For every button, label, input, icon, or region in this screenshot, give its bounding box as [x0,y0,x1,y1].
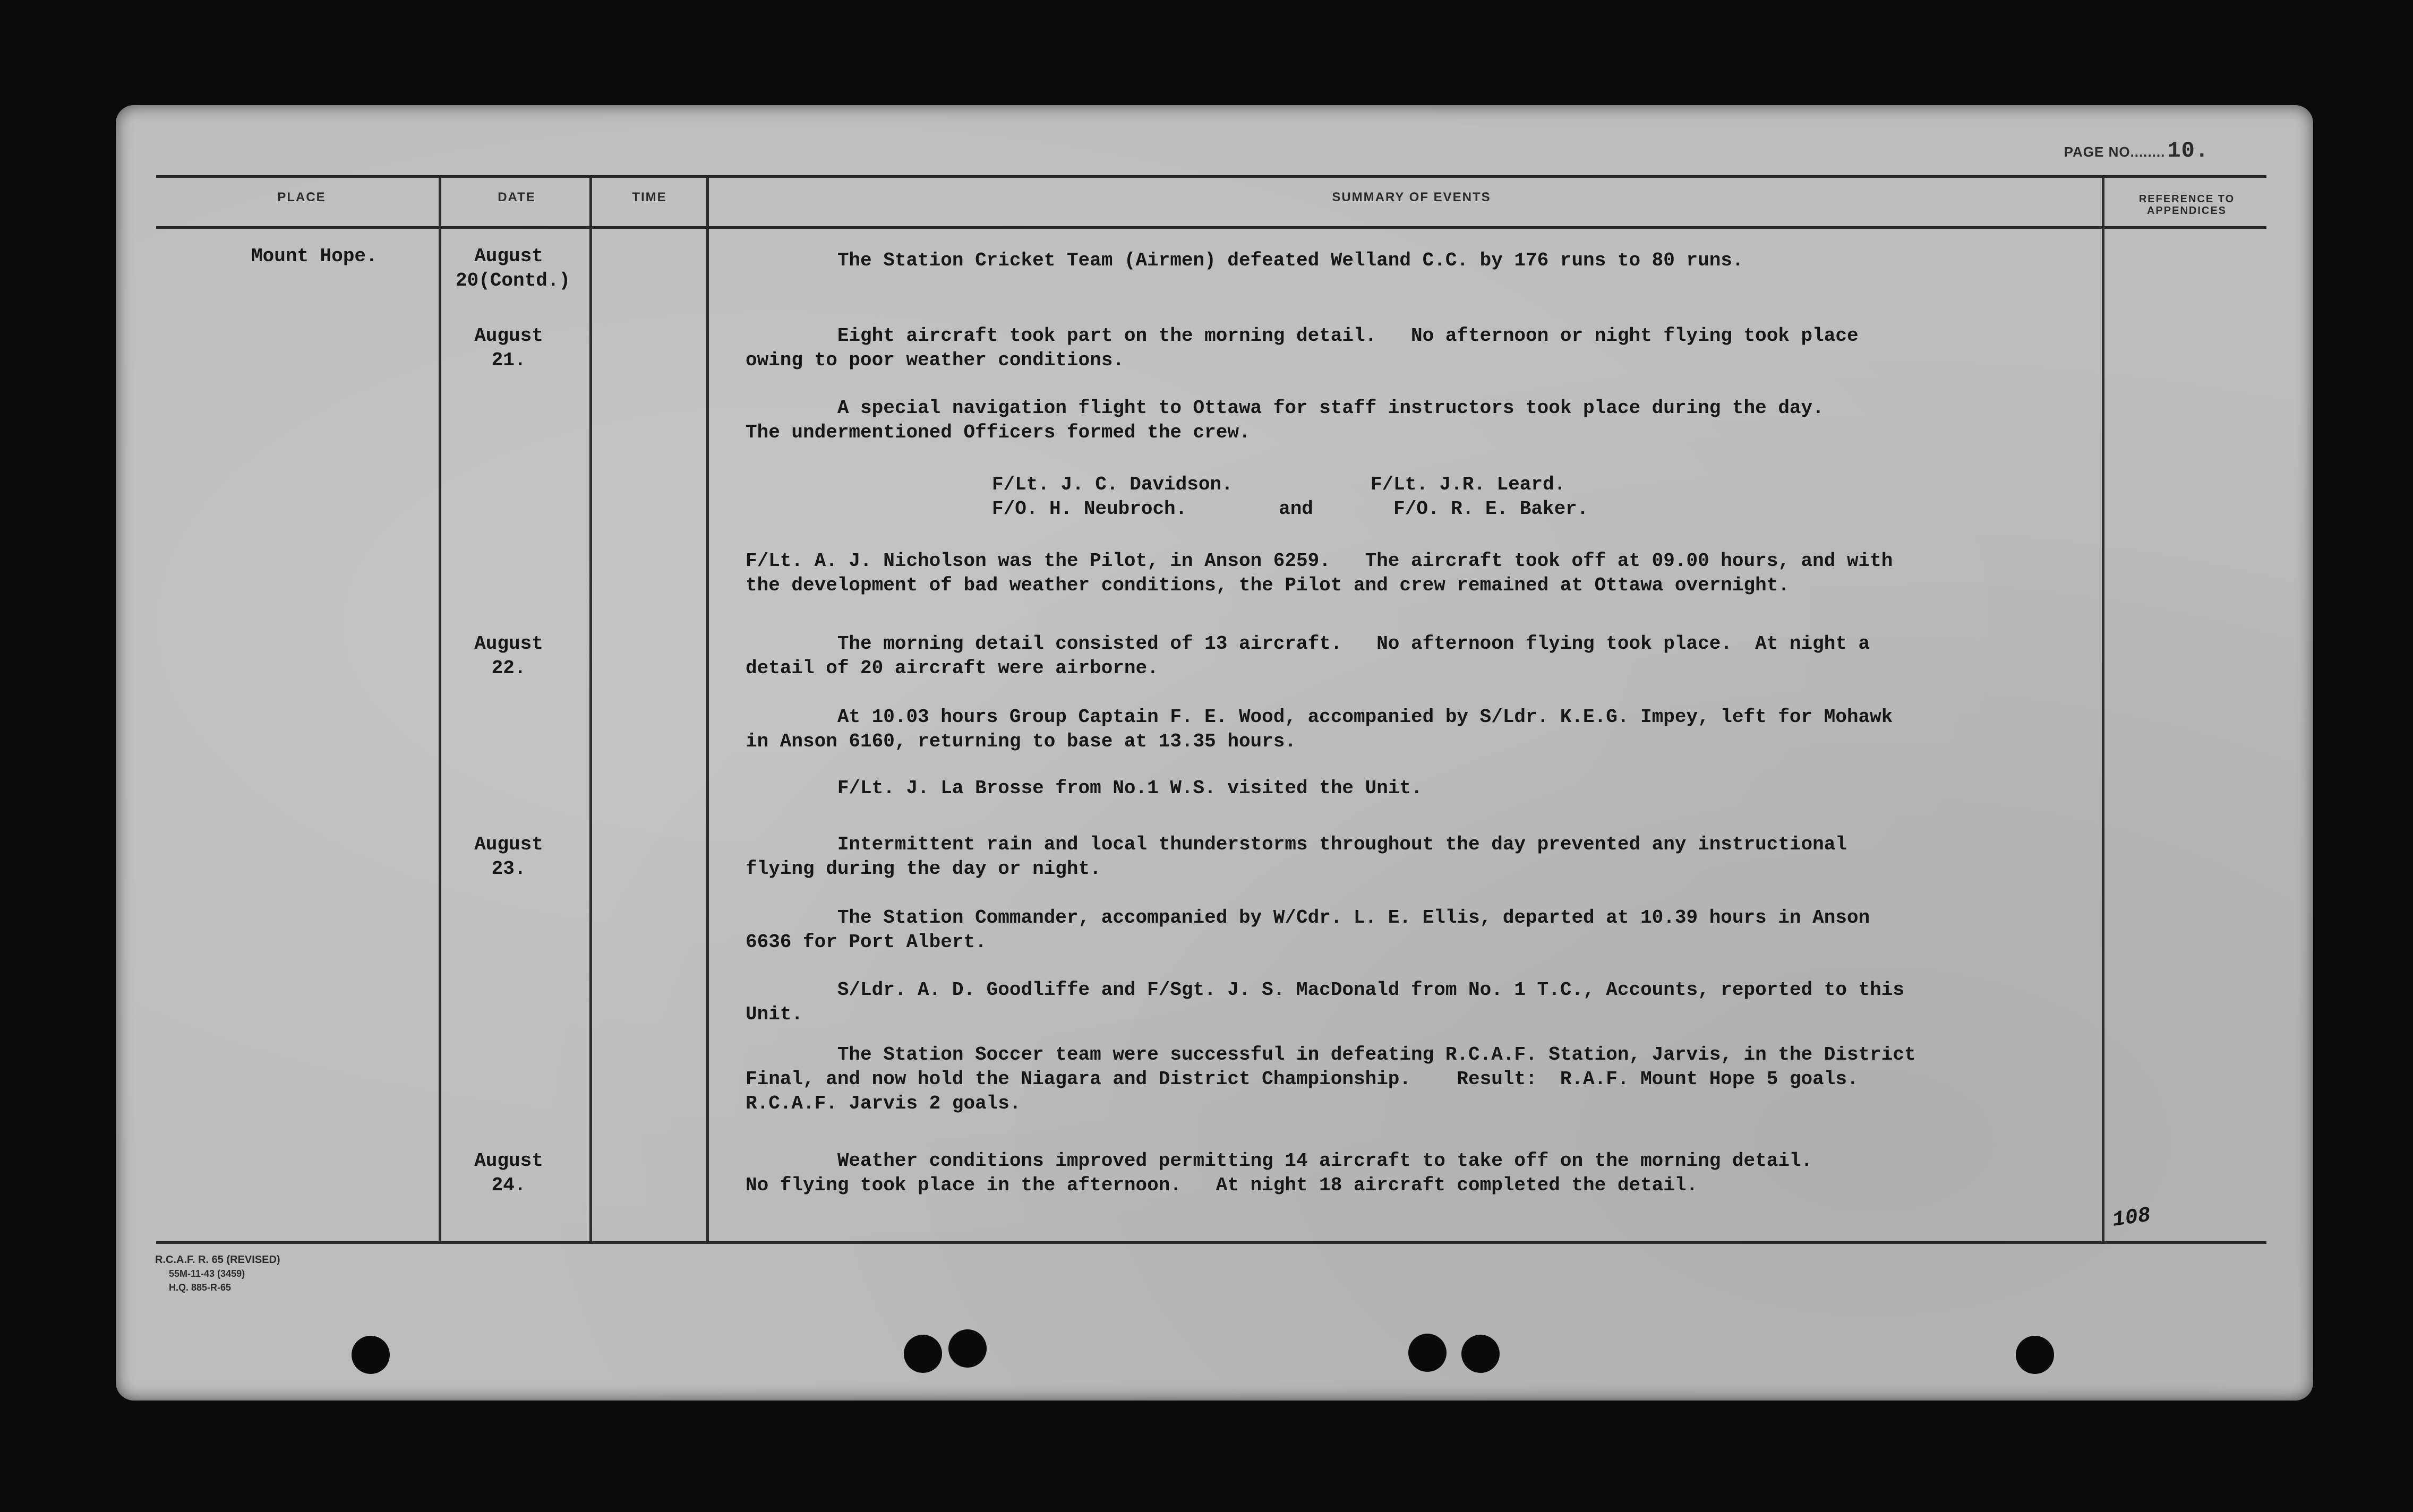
form-number: R.C.A.F. R. 65 (REVISED) [155,1254,280,1266]
entry-pilot: F/Lt. A. J. Nicholson was the Pilot, in Anson 6259. The aircraft took off at 09.00 hours, and with the development of bad weather conditions, the Pilot and crew remained at Ottawa overnight. [746,550,1893,596]
place-cell: Mount Hope. [251,245,378,267]
binder-hole-5 [1461,1335,1500,1373]
date-august-21: August 21. [474,325,543,371]
entry-navigation-flight: A special navigation flight to Ottawa for staff instructors took place during the day. The undermentioned Officers formed the crew. [746,397,1824,443]
column-header-reference-line1: REFERENCE TO [2138,193,2235,205]
page-number-dots: ....... [2134,144,2166,160]
page-number [2064,138,2209,164]
header-rule [156,226,2266,229]
binder-hole-2 [904,1335,942,1373]
entry-cricket: The Station Cricket Team (Airmen) defeated Welland C.C. by 176 runs to 80 runs. [746,250,1744,271]
column-header-time: TIME [632,190,667,204]
bottom-rule [156,1241,2266,1244]
date-time-divider [589,175,592,1243]
date-august-22: August 22. [474,633,543,679]
entry-weather-23: Intermittent rain and local thunderstorms throughout the day prevented any instructional flying during the day or night. [746,834,1847,880]
page-number-value: 10. [2167,138,2209,164]
entry-soccer: The Station Soccer team were successful in defeating R.C.A.F. Station, Jarvis, in the District Final, and now hold the Niagara and District Championship. Result: R.A.F. Mount Hope 5 goals. R.C.A.F. Jarvis 2 goals. [746,1044,1916,1114]
entry-visit: F/Lt. J. La Brosse from No.1 W.S. visited the Unit. [746,777,1423,799]
entry-morning-detail-22: The morning detail consisted of 13 aircraft. No afternoon flying took place. At night a detail of 20 aircraft were airborne. [746,633,1870,679]
date-august-24: August 24. [474,1150,543,1196]
column-header-reference-line2: APPENDICES [2146,205,2227,217]
date-august-20: August 20(Contd.) [456,245,571,291]
binder-hole-3 [948,1329,987,1368]
column-header-date: DATE [498,190,536,204]
entry-group-captain: At 10.03 hours Group Captain F. E. Wood, accompanied by S/Ldr. K.E.G. Impey, left for Mohawk in Anson 6160, returning to base at 13.35 hours. [746,706,1893,752]
page-number-label: PAGE NO. [2064,144,2135,160]
binder-hole-4 [1408,1334,1447,1372]
column-header-summary: SUMMARY OF EVENTS [1332,190,1491,204]
column-header-place: PLACE [277,190,326,204]
form-identifier [155,1253,280,1294]
handwritten-page-reference: 108 [2111,1204,2152,1233]
binder-hole-1 [352,1336,390,1374]
date-august-23: August 23. [474,834,543,880]
place-date-divider [439,175,441,1243]
entry-morning-detail-21: Eight aircraft took part on the morning detail. No afternoon or night flying took place owing to poor weather conditions. [746,325,1859,371]
entry-crew-list: F/Lt. J. C. Davidson. F/Lt. J.R. Leard. F/O. H. Neubroch. and F/O. R. E. Baker. [992,474,1589,520]
entry-station-commander: The Station Commander, accompanied by W/Cdr. L. E. Ellis, departed at 10.39 hours in Anson 6636 for Port Albert. [746,907,1870,953]
time-summary-divider [706,175,709,1243]
form-print-code: 55M-11-43 (3459) [169,1268,245,1279]
top-rule [156,175,2266,178]
form-hq-code: H.Q. 885-R-65 [169,1282,232,1293]
binder-hole-6 [2016,1336,2054,1374]
entry-accounts: S/Ldr. A. D. Goodliffe and F/Sgt. J. S. MacDonald from No. 1 T.C., Accounts, reported to this Unit. [746,979,1904,1025]
column-header-reference [2112,193,2261,217]
record-card [116,105,2313,1401]
entry-weather-24: Weather conditions improved permitting 14 aircraft to take off on the morning detail. No flying took place in the afternoon. At night 18 aircraft completed the detail. [746,1150,1813,1196]
